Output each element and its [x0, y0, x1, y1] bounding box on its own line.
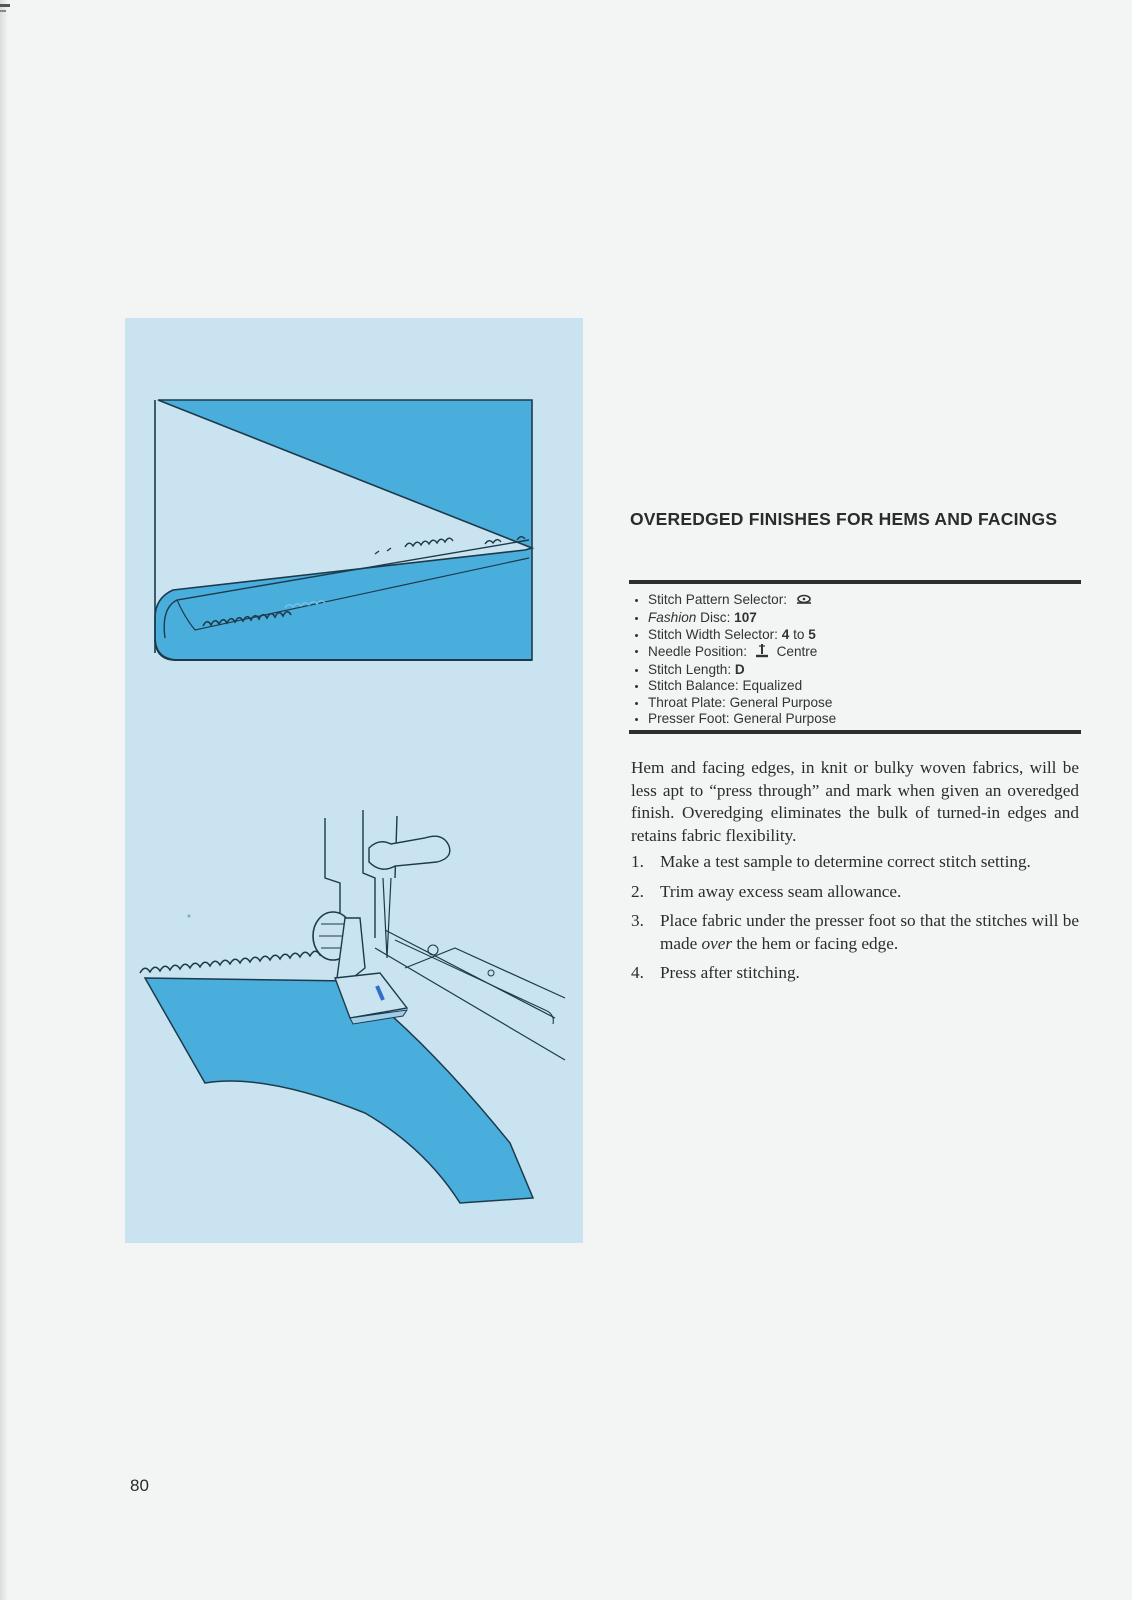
edge-mark [0, 10, 6, 12]
hem-overedge-illustration [155, 400, 532, 660]
section-title: OVEREDGED FINISHES FOR HEMS AND FACINGS [630, 509, 1058, 529]
bottom-rule [629, 730, 1081, 734]
step-item: 2. Trim away excess seam allowance. [631, 881, 902, 901]
intro-paragraph: Hem and facing edges, in knit or bulky woven fabrics, will be less apt to “press through” and mark when given an overedged finish. Overedging eliminates the bulk of turned-in edges and retains fabric flexibility. [631, 758, 1079, 845]
setting-stitch-length: Stitch Length: D [630, 662, 1080, 678]
page-number: 80 [130, 1476, 149, 1495]
instruction-steps [631, 851, 1079, 992]
step-item: 1. Make a test sample to determine correct stitch setting. [631, 852, 1031, 871]
needle-centre-icon [755, 643, 769, 662]
step-item: 4. Press after stitching. [631, 963, 800, 983]
top-rule [629, 580, 1081, 584]
setting-stitch-width: Stitch Width Selector: 4 to 5 [630, 627, 1080, 643]
setting-stitch-pattern: Stitch Pattern Selector: [630, 592, 1080, 610]
machine-settings-list [630, 592, 1080, 727]
setting-presser-foot: Presser Foot: General Purpose [630, 711, 1080, 727]
setting-throat-plate: Throat Plate: General Purpose [630, 695, 1080, 711]
edge-mark [0, 4, 10, 7]
setting-stitch-balance: Stitch Balance: Equalized [630, 678, 1080, 694]
setting-fashion-disc: Fashion Disc: 107 [630, 610, 1080, 626]
presser-foot-stitching-illustration [140, 810, 565, 1203]
step-item: 3. Place fabric under the presser foot so that the stitches will be made over the hem or facing edge. [631, 911, 1079, 953]
setting-needle-position: Needle Position: Centre [630, 643, 1080, 662]
stitch-pattern-icon [795, 594, 813, 610]
page-edge [0, 0, 8, 1600]
illustration-panel [125, 318, 583, 1243]
